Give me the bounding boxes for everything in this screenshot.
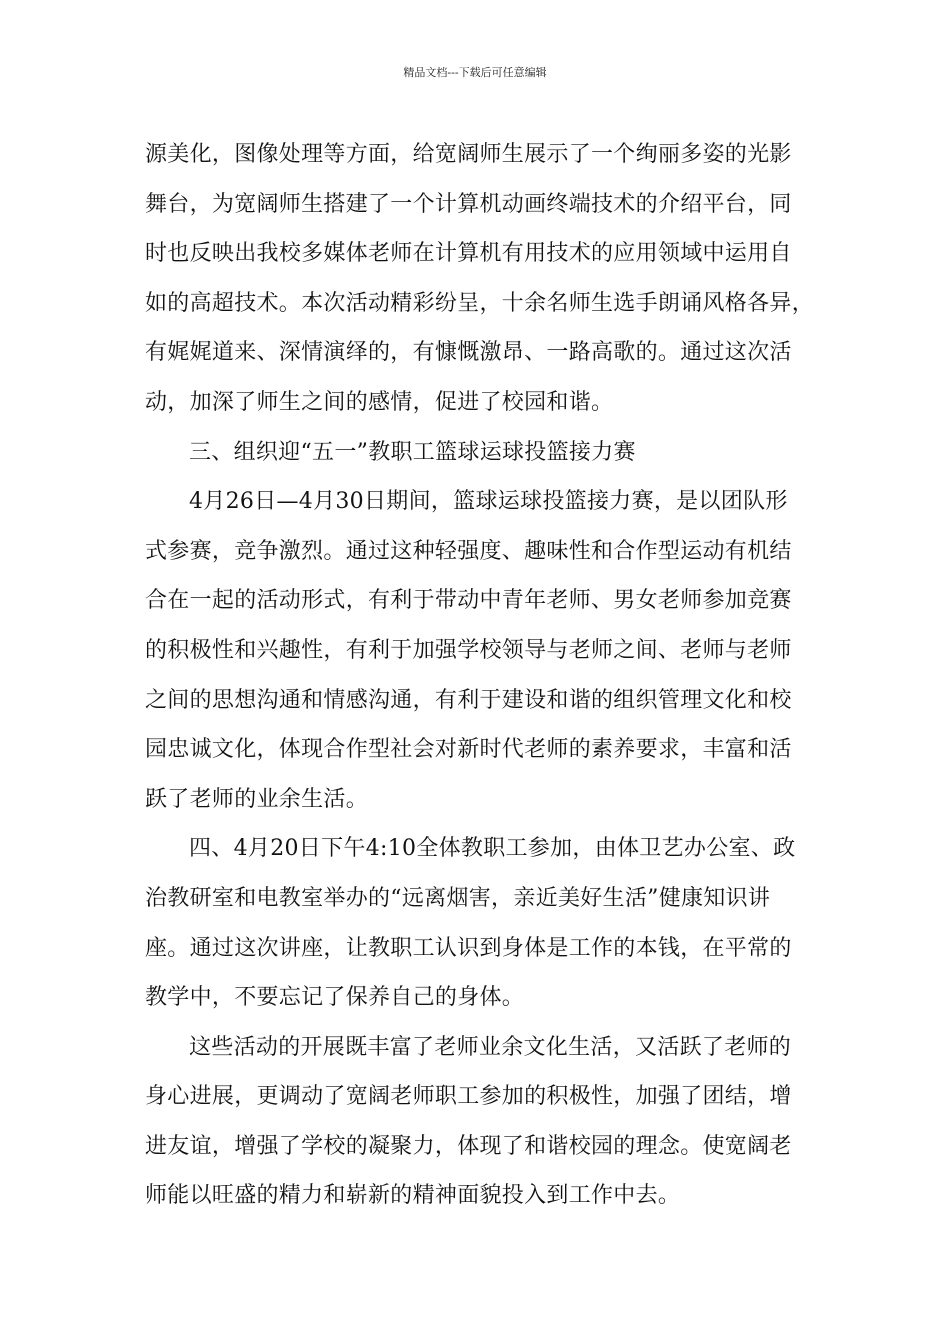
- document-body: [145, 130, 825, 1221]
- text-line: 合在一起的活动形式，有利于带动中青年老师、男女老师参加竞赛: [145, 588, 792, 614]
- text-line: 的积极性和兴趣性，有利于加强学校领导与老师之间、老师与老师: [145, 637, 792, 663]
- text-line: 时也反映出我校多媒体老师在计算机有用技术的应用领域中运用自: [145, 241, 792, 267]
- text-line: 如的高超技术。本次活动精彩纷呈，十余名师生选手朗诵风格各异，: [145, 290, 815, 316]
- text-line: 园忠诚文化，体现合作型社会对新时代老师的素养要求，丰富和活: [145, 737, 792, 763]
- section-heading: 三、组织迎“五一”教职工篮球运球投篮接力赛: [189, 439, 636, 465]
- page-header: 精品文档---下载后可任意编辑: [403, 66, 547, 79]
- text-line: 有娓娓道来、深情演绎的，有慷慨激昂、一路高歌的。通过这次活: [145, 340, 792, 366]
- text-line: 源美化，图像处理等方面，给宽阔师生展示了一个绚丽多姿的光影: [145, 142, 792, 167]
- text-line: 舞台，为宽阔师生搭建了一个计算机动画终端技术的介绍平台，同: [145, 191, 792, 217]
- text-line: 4月26日—4月30日期间，篮球运球投篮接力赛，是以团队形: [189, 489, 788, 515]
- text-line: 师能以旺盛的精力和崭新的精神面貌投入到工作中去。: [145, 1183, 681, 1209]
- text-line: 教学中，不要忘记了保养自己的身体。: [145, 985, 525, 1011]
- text-line: 式参赛，竞争激烈。通过这种轻强度、趣味性和合作型运动有机结: [145, 538, 792, 564]
- text-line: 进友谊，增强了学校的凝聚力，体现了和谐校园的理念。使宽阔老: [145, 1133, 792, 1159]
- text-line: 座。通过这次讲座，让教职工认识到身体是工作的本钱，在平常的: [145, 935, 792, 961]
- text-line: 身心进展，更调动了宽阔老师职工参加的积极性，加强了团结，增: [145, 1084, 792, 1110]
- text-line: 治教研室和电教室举办的“远离烟害，亲近美好生活”健康知识讲: [145, 885, 771, 911]
- text-line: 这些活动的开展既丰富了老师业余文化生活，又活跃了老师的: [189, 1034, 792, 1060]
- text-line: 动，加深了师生之间的感情，促进了校园和谐。: [145, 389, 614, 415]
- text-line: 四、4月20日下午4:10全体教职工参加，由体卫艺办公室、政: [189, 836, 796, 862]
- text-line: 跃了老师的业余生活。: [145, 786, 369, 812]
- text-line: 之间的思想沟通和情感沟通，有利于建设和谐的组织管理文化和校: [145, 687, 792, 713]
